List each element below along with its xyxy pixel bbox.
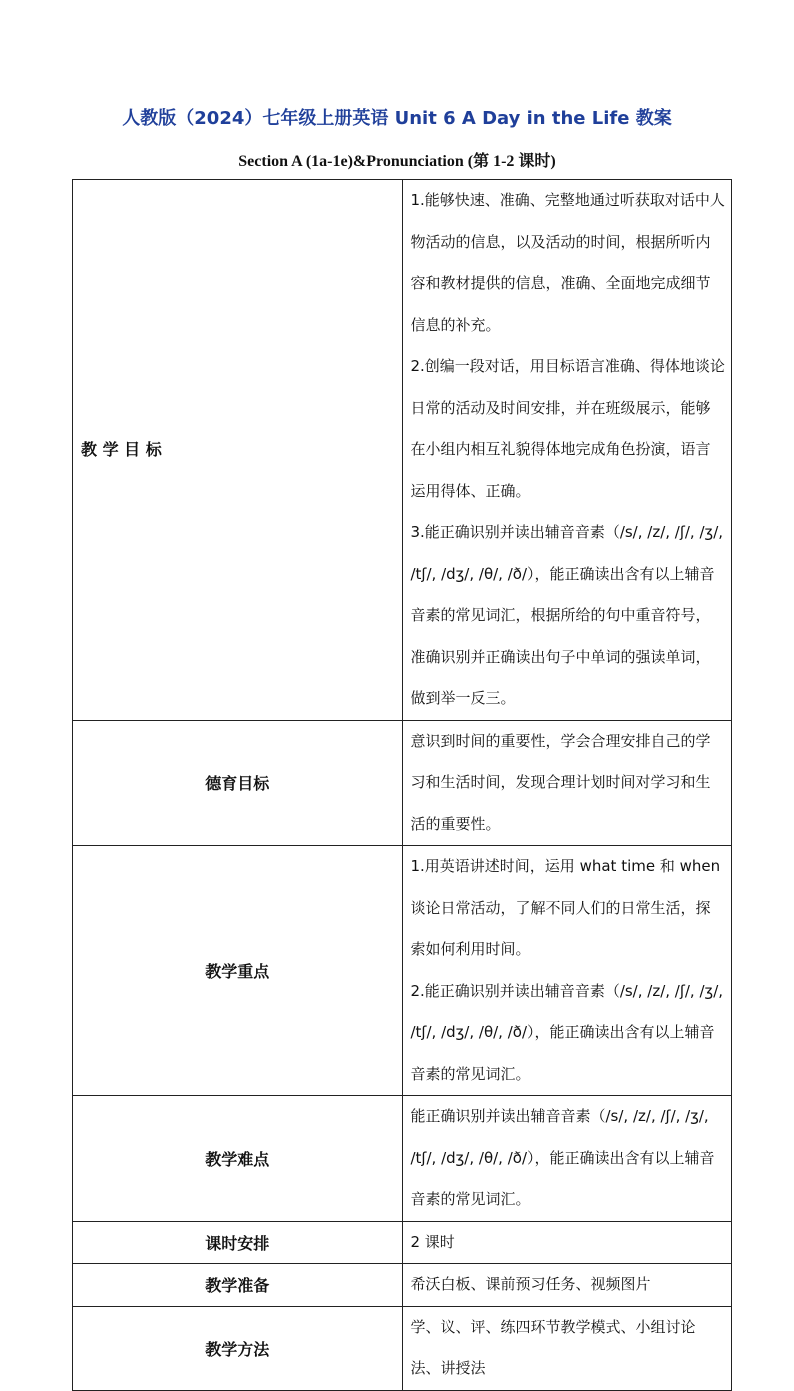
document-subtitle: Section A (1a-1e)&Pronunciation (第 1-2 课时) <box>238 153 556 170</box>
objective-paragraph-3: 3.能正确识别并读出辅音音素（/s/, /z/, /ʃ/, /ʒ/, /tʃ/, /dʒ/, /θ/, /ð/），能正确读出含有以上辅音音素的常见词汇，根据所给的句中重音符号，准确识别并正确读出句子中单词的强读单词，做到举一反三。 <box>410 523 724 707</box>
document-title: 人教版（2024）七年级上册英语 Unit 6 A Day in the Life 教案 <box>122 108 672 129</box>
row-content-teaching-objectives <box>402 180 732 721</box>
difficulty-paragraph-1: 能正确识别并读出辅音音素（/s/, /z/, /ʃ/, /ʒ/, /tʃ/, /dʒ/, /θ/, /ð/），能正确读出含有以上辅音音素的常见词汇。 <box>410 1107 715 1208</box>
row-label-schedule: 课时安排 <box>73 1221 403 1264</box>
row-content-key-points <box>402 846 732 1096</box>
row-label-moral-objectives: 德育目标 <box>73 720 403 846</box>
table-row-difficulties <box>73 1096 732 1222</box>
moral-paragraph-1: 意识到时间的重要性，学会合理安排自己的学习和生活时间，发现合理计划时间对学习和生活的重要性。 <box>410 731 711 833</box>
table-row-methods <box>73 1306 732 1390</box>
key-point-paragraph-1: 1.用英语讲述时间，运用 what time 和 when 谈论日常活动，了解不同人们的日常生活，探索如何利用时间。 <box>410 857 721 958</box>
row-content-methods <box>402 1306 732 1390</box>
row-label-preparation: 教学准备 <box>73 1264 403 1307</box>
row-content-moral-objectives <box>402 720 732 846</box>
preparation-text: 希沃白板、课前预习任务、视频图片 <box>410 1275 651 1293</box>
schedule-text: 2 课时 <box>410 1232 455 1251</box>
row-content-preparation <box>402 1264 732 1307</box>
table-row-schedule <box>73 1221 732 1264</box>
table-row-key-points <box>73 846 732 1096</box>
objective-paragraph-1: 1.能够快速、准确、完整地通过听获取对话中人物活动的信息，以及活动的时间，根据所听内容和教材提供的信息，准确、全面地完成细节信息的补充。 <box>410 191 725 334</box>
methods-text: 学、议、评、练四环节教学模式、小组讨论法、讲授法 <box>410 1317 696 1377</box>
table-row-moral-objectives <box>73 720 732 846</box>
row-label-methods: 教学方法 <box>73 1306 403 1390</box>
lesson-plan-table <box>72 179 732 1391</box>
objective-paragraph-2: 2.创编一段对话，用目标语言准确、得体地谈论日常的活动及时间安排，并在班级展示，能够在小组内相互礼貌得体地完成角色扮演，语言运用得体、正确。 <box>410 357 725 500</box>
table-row-teaching-objectives <box>73 180 732 721</box>
row-label-difficulties: 教学难点 <box>73 1096 403 1222</box>
key-point-paragraph-2: 2.能正确识别并读出辅音音素（/s/, /z/, /ʃ/, /ʒ/, /tʃ/, /dʒ/, /θ/, /ð/），能正确读出含有以上辅音音素的常见词汇。 <box>410 981 724 1083</box>
row-label-teaching-objectives: 教 学 目 标 <box>73 180 403 721</box>
row-content-schedule <box>402 1221 732 1264</box>
row-content-difficulties <box>402 1096 732 1222</box>
table-row-preparation <box>73 1264 732 1307</box>
row-label-key-points: 教学重点 <box>73 846 403 1096</box>
